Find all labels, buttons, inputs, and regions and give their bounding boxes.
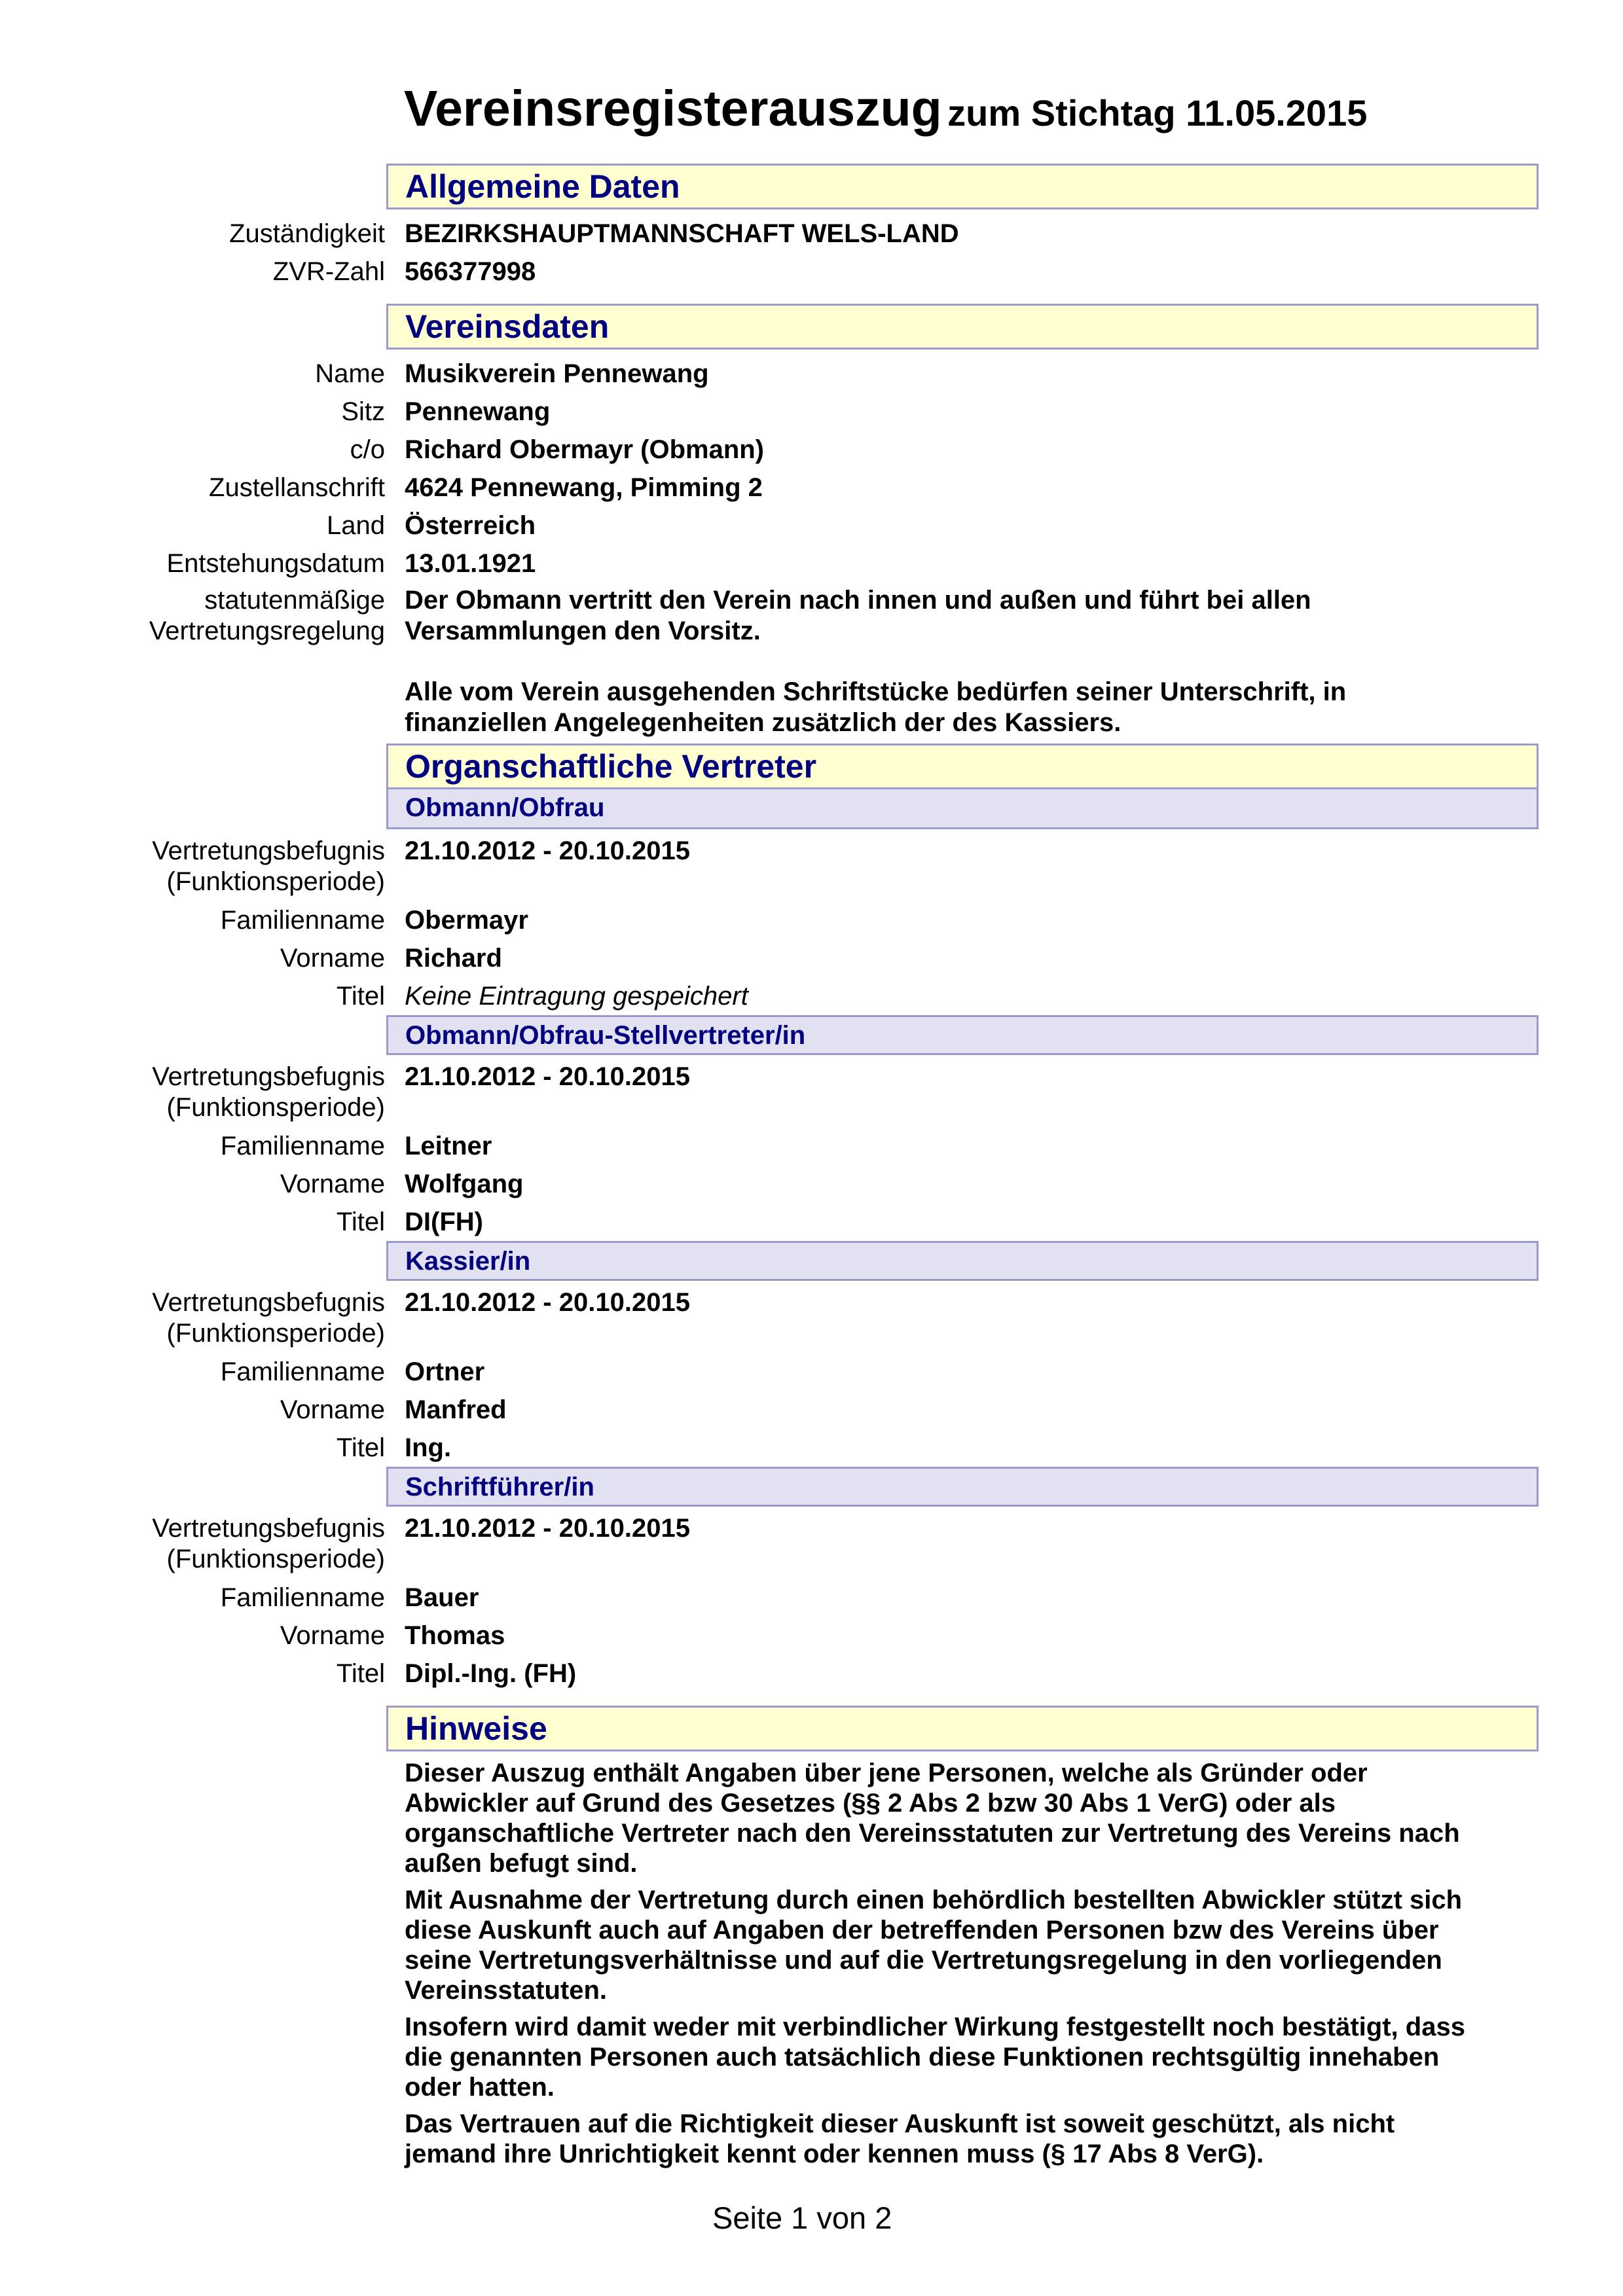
field-value: Thomas <box>405 1621 505 1650</box>
text-line: Dieser Auszug enthält Angaben über jene Personen, welche als Gründer oder <box>405 1759 1368 1787</box>
row-titel <box>0 1203 1623 1241</box>
text-line: Das Vertrauen auf die Richtigkeit dieser Auskunft ist soweit geschützt, als nicht <box>405 2109 1395 2138</box>
hinweis-paragraph <box>405 2012 1531 2102</box>
hinweis-paragraph <box>405 1885 1531 2005</box>
subsection-obmann-stellvertreter: Obmann/Obfrau-Stellvertreter/in <box>386 1015 1539 1055</box>
field-value: Pennewang <box>405 397 551 426</box>
field-value: BEZIRKSHAUPTMANNSCHAFT WELS-LAND <box>405 219 959 248</box>
hinweis-paragraph <box>405 1758 1531 1878</box>
field-label: ZVR-Zahl <box>272 257 385 286</box>
field-label <box>0 1513 385 1575</box>
field-value: Obermayr <box>405 906 528 935</box>
field-label: Titel <box>336 982 385 1011</box>
field-label: Vorname <box>280 944 385 973</box>
field-label: Familienname <box>220 1132 385 1160</box>
field-value: Musikverein Pennewang <box>405 359 709 388</box>
subsection-kassier: Kassier/in <box>386 1241 1539 1281</box>
row-vorname <box>0 939 1623 977</box>
subsection-obmann: Obmann/Obfrau <box>386 789 1539 829</box>
row-titel <box>0 1655 1623 1693</box>
text-line: oder hatten. <box>405 2073 555 2102</box>
page-number: Seite 1 von 2 <box>712 2200 892 2235</box>
field-label: Vorname <box>280 1170 385 1198</box>
field-value <box>405 585 1524 738</box>
field-label: Familienname <box>220 1357 385 1386</box>
row-vertretungsbefugnis <box>0 1509 1623 1579</box>
row-vorname <box>0 1617 1623 1655</box>
row-zustellanschrift <box>0 469 1623 507</box>
text-line: Versammlungen den Vorsitz. <box>405 617 761 645</box>
row-familienname <box>0 1579 1623 1617</box>
label-line: statutenmäßige <box>204 586 385 615</box>
field-value: 13.01.1921 <box>405 549 536 578</box>
row-familienname <box>0 901 1623 939</box>
text-line: Abwickler auf Grund des Gesetzes (§§ 2 Abs 2 bzw 30 Abs 1 VerG) oder als <box>405 1789 1336 1818</box>
section-organschaftliche-vertreter: Organschaftliche Vertreter <box>386 744 1539 789</box>
field-value: Manfred <box>405 1395 507 1424</box>
paragraph-gap <box>405 647 1524 677</box>
field-value-empty: Keine Eintragung gespeichert <box>405 982 748 1011</box>
field-value: 21.10.2012 - 20.10.2015 <box>405 1514 690 1543</box>
field-value: DI(FH) <box>405 1208 483 1236</box>
field-label: Familienname <box>220 906 385 935</box>
label-line: (Funktionsperiode) <box>166 1319 385 1348</box>
text-line: diese Auskunft auch auf Angaben der betreffenden Personen bzw des Vereins über <box>405 1916 1439 1945</box>
field-value: Ing. <box>405 1433 452 1462</box>
field-label: Titel <box>336 1433 385 1462</box>
field-label: Zuständigkeit <box>229 219 385 248</box>
row-familienname <box>0 1127 1623 1165</box>
label-line: Vertretungsbefugnis <box>152 1288 385 1317</box>
section-hinweise: Hinweise <box>386 1706 1539 1751</box>
text-line: außen befugt sind. <box>405 1849 638 1878</box>
row-zvr-zahl <box>0 253 1623 291</box>
register-content <box>0 164 1623 2169</box>
row-familienname <box>0 1353 1623 1391</box>
row-name <box>0 355 1623 393</box>
hinweis-paragraph <box>405 2109 1531 2169</box>
row-entstehungsdatum <box>0 545 1623 583</box>
label-line: Vertretungsbefugnis <box>152 1514 385 1543</box>
label-line: (Funktionsperiode) <box>166 1545 385 1573</box>
row-vertretungsregelung <box>0 583 1623 744</box>
row-vorname <box>0 1391 1623 1429</box>
field-label <box>0 585 385 647</box>
field-value: 4624 Pennewang, Pimming 2 <box>405 473 763 502</box>
row-vorname <box>0 1165 1623 1203</box>
field-value: 21.10.2012 - 20.10.2015 <box>405 1288 690 1317</box>
field-value: Richard <box>405 944 502 973</box>
label-line: (Funktionsperiode) <box>166 1093 385 1122</box>
field-label: Land <box>327 511 385 540</box>
row-vertretungsbefugnis <box>0 832 1623 901</box>
label-line: Vertretungsregelung <box>149 617 385 645</box>
field-label: Sitz <box>341 397 385 426</box>
row-titel <box>0 977 1623 1015</box>
field-value: Österreich <box>405 511 536 540</box>
text-line: Der Obmann vertritt den Verein nach innen und außen und führt bei allen <box>405 586 1311 615</box>
field-label: Titel <box>336 1659 385 1688</box>
text-line: die genannten Personen auch tatsächlich diese Funktionen rechtsgültig innehaben <box>405 2043 1440 2072</box>
text-line: Alle vom Verein ausgehenden Schriftstücke bedürfen seiner Unterschrift, in <box>405 677 1347 706</box>
text-line: jemand ihre Unrichtigkeit kennt oder kennen muss (§ 17 Abs 8 VerG). <box>405 2140 1264 2168</box>
text-line: Vereinsstatuten. <box>405 1976 608 2005</box>
field-label: Zustellanschrift <box>209 473 385 502</box>
field-label <box>0 1062 385 1123</box>
text-line: finanziellen Angelegenheiten zusätzlich der des Kassiers. <box>405 708 1122 737</box>
label-line: (Funktionsperiode) <box>166 867 385 896</box>
field-label: Familienname <box>220 1583 385 1612</box>
field-value: Ortner <box>405 1357 485 1386</box>
text-line: Insofern wird damit weder mit verbindlicher Wirkung festgestellt noch bestätigt, dass <box>405 2013 1465 2041</box>
field-label: Name <box>315 359 385 388</box>
field-value: 566377998 <box>405 257 536 286</box>
row-vertretungsbefugnis <box>0 1283 1623 1353</box>
field-label <box>0 1287 385 1349</box>
text-line: seine Vertretungsverhältnisse und auf die Vertretungsregelung in den vorliegenden <box>405 1946 1442 1975</box>
field-value: 21.10.2012 - 20.10.2015 <box>405 1062 690 1091</box>
row-land <box>0 507 1623 545</box>
row-vertretungsbefugnis <box>0 1058 1623 1127</box>
row-zustaendigkeit <box>0 215 1623 253</box>
text-line: Mit Ausnahme der Vertretung durch einen behördlich bestellten Abwickler stützt sich <box>405 1886 1463 1914</box>
section-vereinsdaten: Vereinsdaten <box>386 304 1539 350</box>
field-label: Vorname <box>280 1395 385 1424</box>
field-label <box>0 836 385 897</box>
subsection-schriftfuehrer: Schriftführer/in <box>386 1467 1539 1507</box>
field-value: Leitner <box>405 1132 492 1160</box>
row-sitz <box>0 393 1623 431</box>
text-line: organschaftliche Vertreter nach den Vereinsstatuten zur Vertretung des Vereins nach <box>405 1819 1460 1848</box>
field-value: Bauer <box>405 1583 479 1612</box>
label-line: Vertretungsbefugnis <box>152 1062 385 1091</box>
label-line: Vertretungsbefugnis <box>152 836 385 865</box>
field-label: Vorname <box>280 1621 385 1650</box>
field-label: c/o <box>350 435 385 464</box>
title-main: Vereinsregisterauszug <box>404 81 942 137</box>
row-co <box>0 431 1623 469</box>
row-titel <box>0 1429 1623 1467</box>
field-value: Wolfgang <box>405 1170 524 1198</box>
section-allgemeine-daten: Allgemeine Daten <box>386 164 1539 209</box>
field-label: Entstehungsdatum <box>166 549 385 578</box>
field-value: Richard Obermayr (Obmann) <box>405 435 765 464</box>
field-value: 21.10.2012 - 20.10.2015 <box>405 836 690 865</box>
field-value: Dipl.-Ing. (FH) <box>405 1659 577 1688</box>
page-title <box>404 81 1368 137</box>
field-label: Titel <box>336 1208 385 1236</box>
title-date: zum Stichtag 11.05.2015 <box>947 92 1368 134</box>
